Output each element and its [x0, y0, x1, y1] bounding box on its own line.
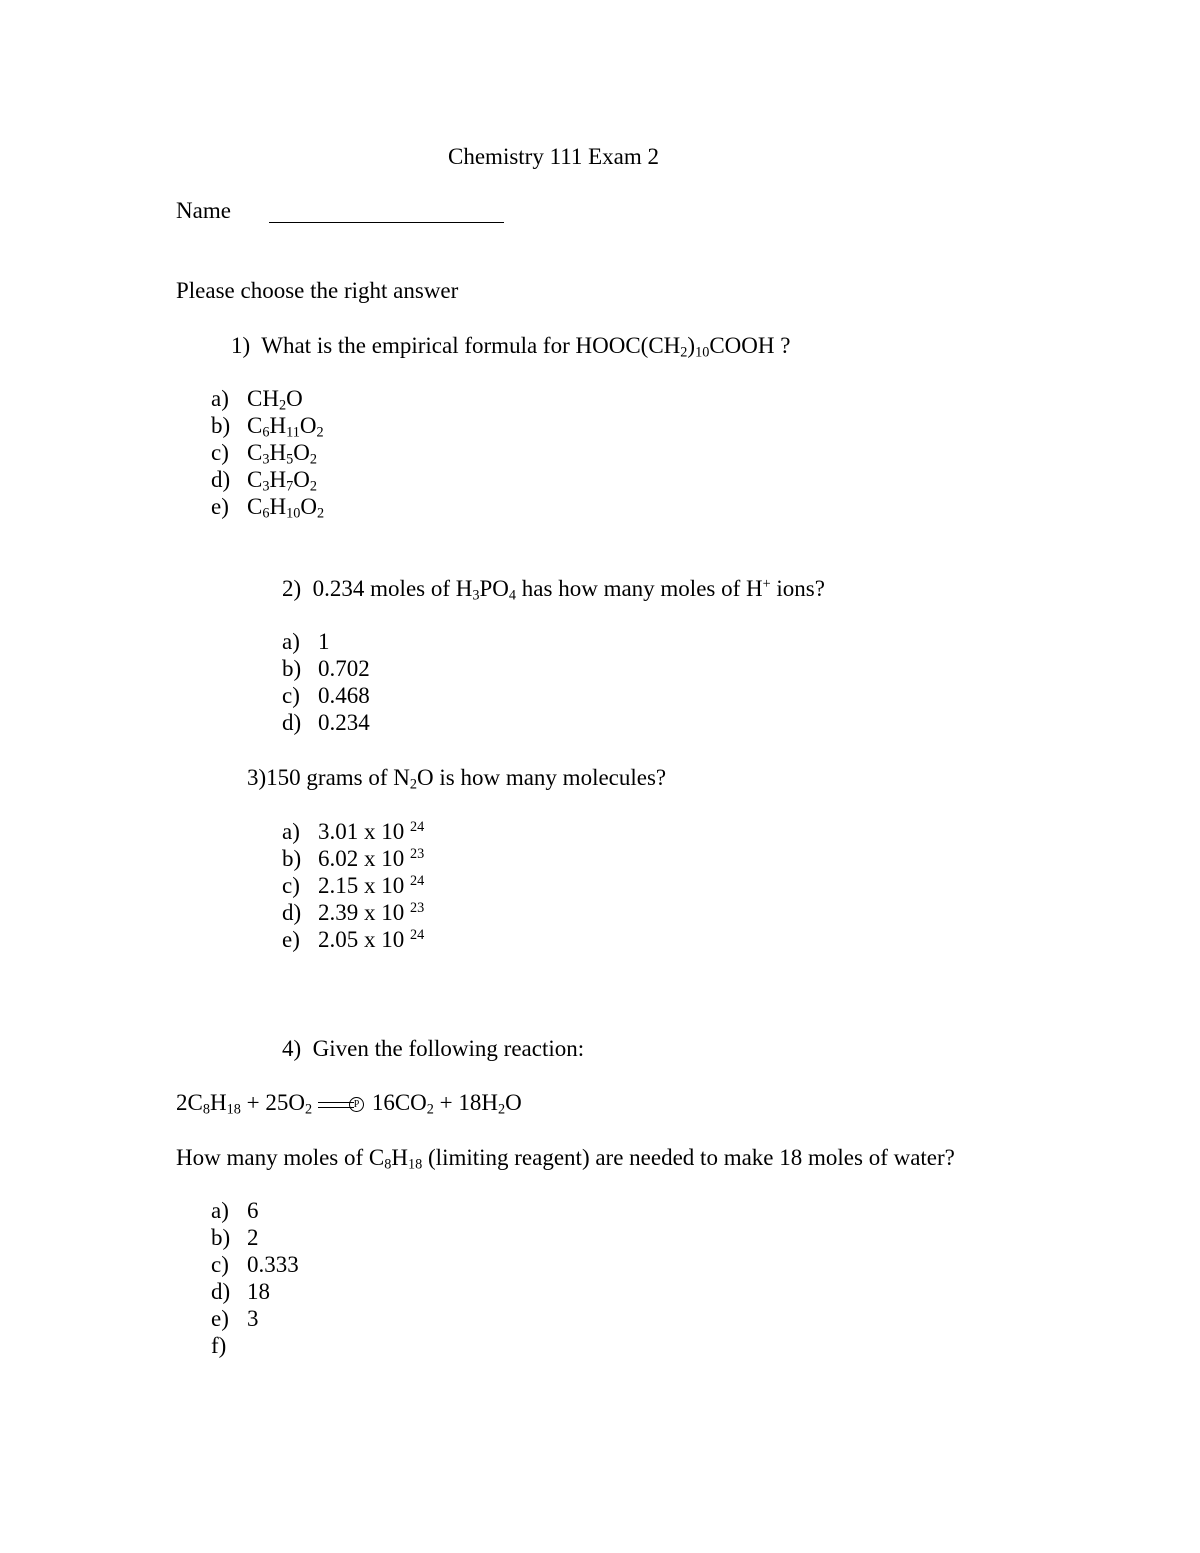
question-4-option-label: a)	[211, 1198, 229, 1223]
question-2-option-label: a)	[282, 629, 300, 654]
question-3-option-value: 3.01 x 10 $^{24}$	[318, 819, 425, 844]
question-1-option-value: $CH_2O$	[247, 386, 303, 414]
question-4-option-value: 3	[247, 1306, 259, 1331]
question-1-option-label: e)	[211, 494, 229, 519]
question-3-option-value: 6.02 x 10 $^{23}$	[318, 846, 425, 871]
question-1-option-value: $C_6H_{11}O_2$	[247, 413, 324, 441]
question-3-option-label: b)	[282, 846, 302, 871]
reaction-arrow-icon: P	[318, 1098, 364, 1112]
question-1-option-label: a)	[211, 386, 229, 411]
question-2-option-value: 0.702	[318, 656, 370, 681]
question-1-option-value: $C_3H_5O_2$	[247, 440, 317, 468]
question-3-option-value: 2.39 x 10 $^{23}$	[318, 900, 425, 925]
question-3	[247, 764, 666, 792]
question-1	[231, 332, 790, 360]
question-3-text: 3)150 grams of $N_2O$ is how many molecules?	[247, 765, 667, 793]
question-2-number: 2)	[282, 576, 302, 601]
question-2-option-label: b)	[282, 656, 302, 681]
question-2-option-value: 0.468	[318, 683, 370, 708]
question-2-option-value: 0.234	[318, 710, 370, 735]
question-3-option-value: 2.15 x 10 $^{24}$	[318, 873, 425, 898]
question-3-option-label: a)	[282, 819, 300, 844]
question-1-option-label: c)	[211, 440, 229, 465]
name-blank-line	[269, 222, 504, 223]
question-3-option-value: 2.05 x 10 $^{24}$	[318, 927, 425, 952]
question-4-option-value: 2	[247, 1225, 259, 1250]
instructions: Please choose the right answer	[176, 278, 459, 303]
question-2	[282, 575, 825, 603]
question-1-number: 1)	[231, 333, 251, 358]
question-2-option-label: c)	[282, 683, 300, 708]
question-4-option-value: 0.333	[247, 1252, 299, 1277]
question-1-option-label: d)	[211, 467, 231, 492]
question-4-option-label: b)	[211, 1225, 231, 1250]
question-4-option-label: e)	[211, 1306, 229, 1331]
question-3-option-label: d)	[282, 900, 302, 925]
question-1-option-label: b)	[211, 413, 231, 438]
question-3-option-label: c)	[282, 873, 300, 898]
question-4-option-label: d)	[211, 1279, 231, 1304]
question-4-text: Given the following reaction:	[312, 1036, 585, 1061]
question-4	[282, 1035, 584, 1063]
question-3-option-label: e)	[282, 927, 300, 952]
question-4-option-value: 18	[247, 1279, 270, 1304]
question-4-option-label: f)	[211, 1333, 227, 1358]
page-title: Chemistry 111 Exam 2	[448, 144, 660, 169]
question-4-number: 4)	[282, 1036, 302, 1061]
question-1-option-value: $C_3H_7O_2$	[247, 467, 317, 495]
question-1-option-value: $C_6H_{10}O_2$	[247, 494, 325, 522]
question-4-option-label: c)	[211, 1252, 229, 1277]
question-2-text: 0.234 moles of $H_3PO_4$ has how many moles of H+ ions?	[312, 576, 825, 604]
question-4-option-value: 6	[247, 1198, 259, 1223]
question-1-text: What is the empirical formula for $HOOC(CH_2)_{10}COOH$ ?	[261, 333, 791, 361]
question-2-option-value: 1	[318, 629, 330, 654]
question-2-option-label: d)	[282, 710, 302, 735]
reaction-equation: $2C_8H_{18} + 25O_2$ P $16CO_2 + 18H_2O$	[176, 1090, 522, 1118]
question-4-prompt: How many moles of $C_8H_{18}$ (limiting reagent) are needed to make 18 moles of water?	[176, 1145, 955, 1173]
name-label: Name	[176, 198, 231, 223]
